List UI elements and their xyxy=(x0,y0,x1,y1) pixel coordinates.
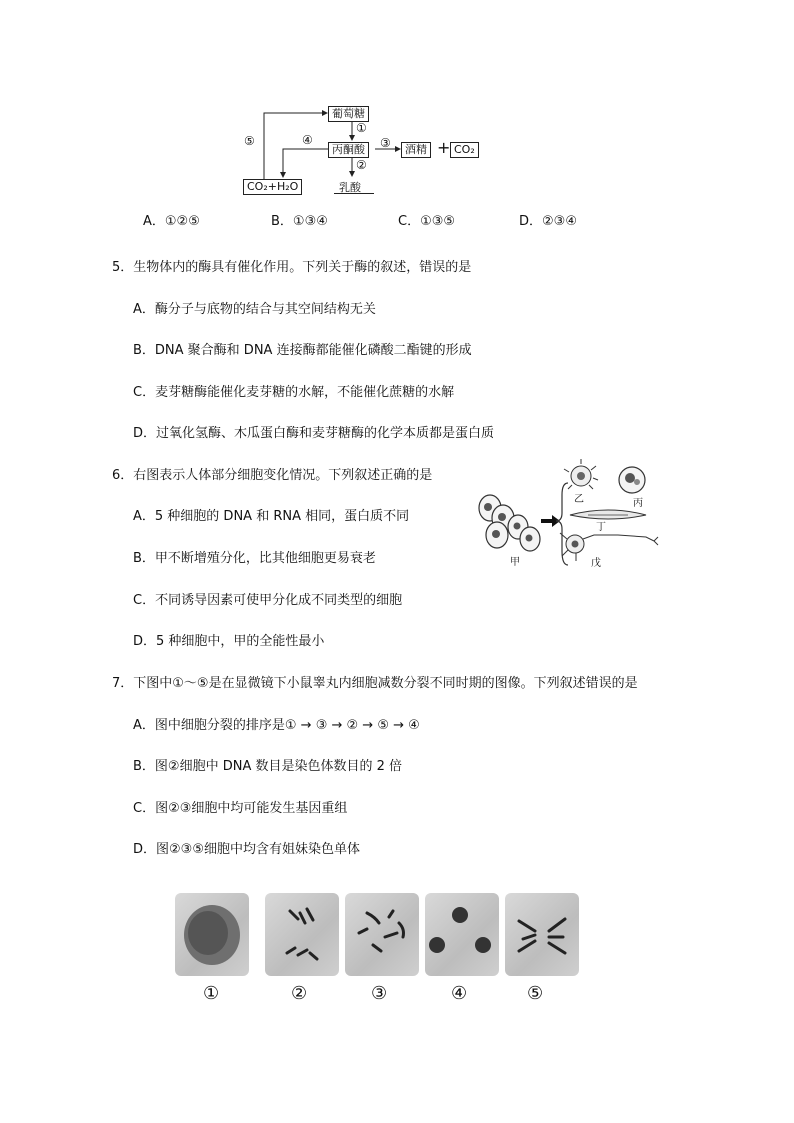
step-4-label: ④ xyxy=(302,133,313,147)
pyruvate-box: 丙酮酸 xyxy=(328,142,369,158)
cell-label-bing: 丙 xyxy=(633,498,643,509)
glucose-box: 葡萄糖 xyxy=(328,106,369,122)
co2-h2o-box: CO₂+H₂O xyxy=(243,179,302,195)
q4-option-b: B．①③④ xyxy=(271,214,328,229)
micrograph-label-2: ② xyxy=(291,983,308,1004)
co2-box: CO₂ xyxy=(450,142,479,158)
step-2-label: ② xyxy=(356,158,367,172)
q4-option-a: A．①②⑤ xyxy=(143,214,200,229)
lactic-acid-label: 乳酸 xyxy=(339,181,361,194)
q7-stem: 7．下图中①～⑤是在显微镜下小鼠睾丸内细胞减数分裂不同时期的图像。下列叙述错误的是 xyxy=(112,676,638,691)
q5-stem: 5．生物体内的酶具有催化作用。下列关于酶的叙述，错误的是 xyxy=(112,260,472,275)
step-3-label: ③ xyxy=(380,136,391,150)
q4-option-c: C．①③⑤ xyxy=(398,214,456,229)
q6-option-c: C．不同诱导因素可使甲分化成不同类型的细胞 xyxy=(133,593,403,608)
micrograph-4 xyxy=(425,893,499,976)
micrograph-5 xyxy=(505,893,579,976)
q7-option-b: B．图②细胞中 DNA 数目是染色体数目的 2 倍 xyxy=(133,759,403,774)
micrograph-label-4: ④ xyxy=(451,983,468,1004)
q6-option-d: D．5 种细胞中，甲的全能性最小 xyxy=(133,634,325,649)
micrograph-label-5: ⑤ xyxy=(527,983,544,1004)
micrograph-1 xyxy=(175,893,249,976)
q7-option-a: A．图中细胞分裂的排序是① → ③ → ② → ⑤ → ④ xyxy=(133,718,420,733)
q5-option-c: C．麦芽糖酶能催化麦芽糖的水解，不能催化蔗糖的水解 xyxy=(133,385,455,400)
cell-figure-drawing xyxy=(468,455,674,573)
q5-option-b: B．DNA 聚合酶和 DNA 连接酶都能催化磷酸二酯键的形成 xyxy=(133,343,472,358)
micrograph-2 xyxy=(265,893,339,976)
q5-option-a: A．酶分子与底物的结合与其空间结构无关 xyxy=(133,302,376,317)
cell-label-wu: 戊 xyxy=(591,558,601,569)
plus-sign: + xyxy=(437,138,451,157)
q7-option-d: D．图②③⑤细胞中均含有姐妹染色单体 xyxy=(133,842,360,857)
lactic-underline xyxy=(334,193,374,194)
q7-option-c: C．图②③细胞中均可能发生基因重组 xyxy=(133,801,348,816)
q6-option-a: A．5 种细胞的 DNA 和 RNA 相同，蛋白质不同 xyxy=(133,509,410,524)
alcohol-box: 酒精 xyxy=(401,142,431,158)
micrograph-label-1: ① xyxy=(203,983,220,1004)
micrograph-label-3: ③ xyxy=(371,983,388,1004)
cell-label-yi: 乙 xyxy=(574,494,584,505)
q4-option-d: D．②③④ xyxy=(519,214,577,229)
q6-stem: 6．右图表示人体部分细胞变化情况。下列叙述正确的是 xyxy=(112,468,433,483)
q6-option-b: B．甲不断增殖分化，比其他细胞更易衰老 xyxy=(133,551,376,566)
step-1-label: ① xyxy=(356,121,367,135)
step-5-label: ⑤ xyxy=(244,134,255,148)
cell-label-ding: 丁 xyxy=(596,522,606,533)
micrograph-3 xyxy=(345,893,419,976)
q5-option-d: D．过氧化氢酶、木瓜蛋白酶和麦芽糖酶的化学本质都是蛋白质 xyxy=(133,426,495,441)
cell-label-jia: 甲 xyxy=(510,557,520,568)
